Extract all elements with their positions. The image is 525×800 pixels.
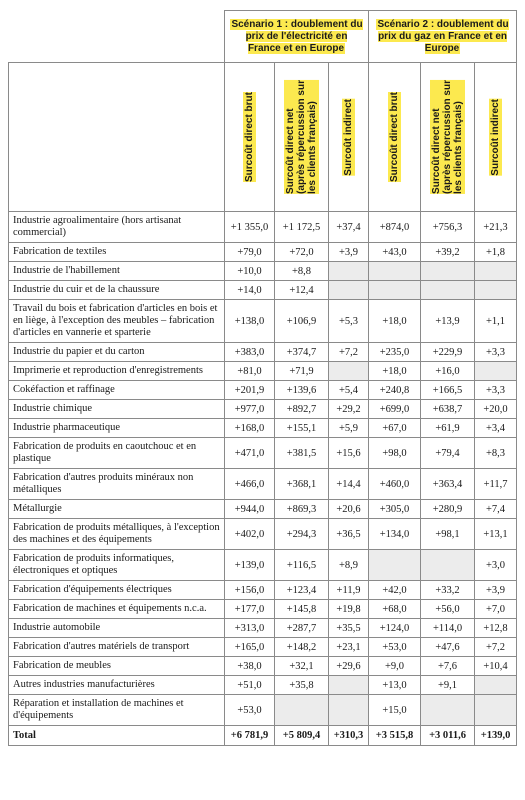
cell-s2-indirect — [475, 695, 517, 726]
cell-s2-brut: +699,0 — [369, 400, 421, 419]
cell-s1-brut: +138,0 — [225, 300, 275, 343]
s2-brut-header — [369, 63, 421, 212]
table-row — [9, 550, 517, 581]
cell-s1-brut: +38,0 — [225, 657, 275, 676]
cell-s1-indirect: +5,9 — [329, 419, 369, 438]
sector-label: Fabrication de meubles — [9, 657, 225, 676]
sector-label: Industrie pharmaceutique — [9, 419, 225, 438]
cell-s2-brut: +43,0 — [369, 243, 421, 262]
sector-label: Industrie chimique — [9, 400, 225, 419]
total-label: Total — [9, 726, 225, 746]
cell-s2-brut: +18,0 — [369, 300, 421, 343]
cell-s1-indirect: +29,6 — [329, 657, 369, 676]
cell-s2-brut: +305,0 — [369, 500, 421, 519]
cell-s1-net: +381,5 — [275, 438, 329, 469]
table-body — [9, 212, 517, 726]
table-row — [9, 281, 517, 300]
cell-s1-net: +8,8 — [275, 262, 329, 281]
cell-s2-net: +229,9 — [421, 343, 475, 362]
cell-s2-net — [421, 695, 475, 726]
cell-s1-indirect: +3,9 — [329, 243, 369, 262]
cell-s1-brut: +944,0 — [225, 500, 275, 519]
scenario1-header — [225, 11, 369, 63]
cell-s2-net: +79,4 — [421, 438, 475, 469]
table-row — [9, 657, 517, 676]
cell-s1-brut: +156,0 — [225, 581, 275, 600]
cell-s1-brut: +14,0 — [225, 281, 275, 300]
cell-s2-net: +61,9 — [421, 419, 475, 438]
cell-s2-net: +47,6 — [421, 638, 475, 657]
table-row — [9, 581, 517, 600]
cell-s2-indirect: +10,4 — [475, 657, 517, 676]
scenario1-title: Scénario 1 : doublement du prix de l'électricité en France et en Europe — [231, 18, 363, 54]
cell-s1-brut: +201,9 — [225, 381, 275, 400]
cell-s1-net: +155,1 — [275, 419, 329, 438]
table-row — [9, 262, 517, 281]
cell-s1-net: +869,3 — [275, 500, 329, 519]
cell-s2-indirect: +3,9 — [475, 581, 517, 600]
table-row — [9, 400, 517, 419]
cell-s2-brut: +124,0 — [369, 619, 421, 638]
cell-s2-net — [421, 281, 475, 300]
cell-s1-brut: +168,0 — [225, 419, 275, 438]
table-row — [9, 600, 517, 619]
table-row — [9, 212, 517, 243]
s1-indirect-header — [329, 63, 369, 212]
sector-label: Fabrication d'autres matériels de transport — [9, 638, 225, 657]
s1-indirect-label: Surcoût indirect — [343, 98, 355, 176]
cell-s2-net: +363,4 — [421, 469, 475, 500]
sector-label: Imprimerie et reproduction d'enregistrements — [9, 362, 225, 381]
cell-s2-indirect: +20,0 — [475, 400, 517, 419]
cell-s1-indirect: +11,9 — [329, 581, 369, 600]
cell-s2-net: +39,2 — [421, 243, 475, 262]
sector-label: Fabrication d'équipements électriques — [9, 581, 225, 600]
total-s2-net: +3 011,6 — [421, 726, 475, 746]
scenario-header-row — [9, 11, 517, 63]
cell-s1-indirect — [329, 362, 369, 381]
cell-s2-brut: +68,0 — [369, 600, 421, 619]
cell-s2-indirect: +7,2 — [475, 638, 517, 657]
cell-s1-indirect — [329, 262, 369, 281]
sector-label: Industrie du cuir et de la chaussure — [9, 281, 225, 300]
cell-s2-net: +9,1 — [421, 676, 475, 695]
cell-s2-indirect: +7,4 — [475, 500, 517, 519]
cell-s1-indirect: +8,9 — [329, 550, 369, 581]
cell-s2-brut: +134,0 — [369, 519, 421, 550]
cell-s2-indirect: +7,0 — [475, 600, 517, 619]
table-row — [9, 519, 517, 550]
cell-s1-indirect: +14,4 — [329, 469, 369, 500]
cell-s2-indirect: +1,1 — [475, 300, 517, 343]
cell-s1-net: +368,1 — [275, 469, 329, 500]
sector-label: Industrie de l'habillement — [9, 262, 225, 281]
sector-label: Cokéfaction et raffinage — [9, 381, 225, 400]
total-s2-indirect: +139,0 — [475, 726, 517, 746]
sector-label: Fabrication de produits métalliques, à l'exception des machines et des équipements — [9, 519, 225, 550]
cell-s2-brut: +460,0 — [369, 469, 421, 500]
cell-s1-net: +72,0 — [275, 243, 329, 262]
cell-s1-net: +123,4 — [275, 581, 329, 600]
cell-s1-net: +1 172,5 — [275, 212, 329, 243]
cell-s1-brut: +177,0 — [225, 600, 275, 619]
sector-label: Métallurgie — [9, 500, 225, 519]
cell-s2-indirect — [475, 281, 517, 300]
cell-s1-net: +106,9 — [275, 300, 329, 343]
cell-s1-brut: +53,0 — [225, 695, 275, 726]
cell-s2-indirect — [475, 676, 517, 695]
cell-s1-brut: +471,0 — [225, 438, 275, 469]
column-header-row — [9, 63, 517, 212]
table-row — [9, 438, 517, 469]
cell-s1-net: +294,3 — [275, 519, 329, 550]
total-s1-indirect: +310,3 — [329, 726, 369, 746]
table-row — [9, 381, 517, 400]
sector-label: Fabrication de textiles — [9, 243, 225, 262]
cell-s2-brut: +98,0 — [369, 438, 421, 469]
cell-s2-brut: +67,0 — [369, 419, 421, 438]
sector-label: Autres industries manufacturières — [9, 676, 225, 695]
cell-s1-net: +139,6 — [275, 381, 329, 400]
s1-brut-label: Surcoût direct brut — [244, 91, 255, 182]
cell-s1-brut: +402,0 — [225, 519, 275, 550]
cell-s2-brut — [369, 262, 421, 281]
table-row — [9, 469, 517, 500]
scenario2-header — [369, 11, 517, 63]
cell-s2-indirect: +3,4 — [475, 419, 517, 438]
s2-brut-label: Surcoût direct brut — [389, 91, 401, 182]
cell-s2-brut: +13,0 — [369, 676, 421, 695]
sector-label: Fabrication de machines et équipements n.c.a. — [9, 600, 225, 619]
cell-s2-net: +114,0 — [421, 619, 475, 638]
cell-s1-net: +35,8 — [275, 676, 329, 695]
cell-s2-net: +7,6 — [421, 657, 475, 676]
scenario2-title: Scénario 2 : doublement du prix du gaz en France et en Europe — [377, 18, 509, 54]
cell-s2-indirect: +8,3 — [475, 438, 517, 469]
s2-net-label: Surcoût direct net (après répercussion sur les clients français) — [431, 80, 465, 194]
cell-s1-brut: +51,0 — [225, 676, 275, 695]
cell-s2-indirect: +3,3 — [475, 381, 517, 400]
cell-s1-indirect: +7,2 — [329, 343, 369, 362]
cell-s1-indirect: +20,6 — [329, 500, 369, 519]
cell-s2-net: +638,7 — [421, 400, 475, 419]
cell-s2-brut: +53,0 — [369, 638, 421, 657]
cell-s1-brut: +313,0 — [225, 619, 275, 638]
sector-label: Réparation et installation de machines et d'équipements — [9, 695, 225, 726]
s2-indirect-header — [475, 63, 517, 212]
total-s2-brut: +3 515,8 — [369, 726, 421, 746]
cell-s2-indirect: +3,3 — [475, 343, 517, 362]
cell-s2-indirect — [475, 362, 517, 381]
cell-s1-net: +287,7 — [275, 619, 329, 638]
cell-s1-net: +71,9 — [275, 362, 329, 381]
cell-s1-indirect — [329, 281, 369, 300]
cell-s2-brut: +18,0 — [369, 362, 421, 381]
cell-s2-brut: +240,8 — [369, 381, 421, 400]
cell-s2-indirect: +3,0 — [475, 550, 517, 581]
cell-s2-brut: +9,0 — [369, 657, 421, 676]
cell-s2-net: +33,2 — [421, 581, 475, 600]
table-row — [9, 676, 517, 695]
cell-s2-net: +756,3 — [421, 212, 475, 243]
cell-s1-brut: +139,0 — [225, 550, 275, 581]
cell-s1-net: +148,2 — [275, 638, 329, 657]
cell-s2-net: +16,0 — [421, 362, 475, 381]
cell-s1-indirect: +29,2 — [329, 400, 369, 419]
table-row — [9, 343, 517, 362]
s2-net-header — [421, 63, 475, 212]
cell-s2-brut: +235,0 — [369, 343, 421, 362]
cell-s1-brut: +10,0 — [225, 262, 275, 281]
cell-s1-net: +32,1 — [275, 657, 329, 676]
total-s1-brut: +6 781,9 — [225, 726, 275, 746]
table-row — [9, 243, 517, 262]
s1-net-label: Surcoût direct net (après répercussion sur les clients français) — [285, 80, 318, 194]
table-row — [9, 362, 517, 381]
sector-label: Fabrication de produits en caoutchouc et en plastique — [9, 438, 225, 469]
cell-s1-indirect: +15,6 — [329, 438, 369, 469]
cell-s1-net: +892,7 — [275, 400, 329, 419]
table-row — [9, 500, 517, 519]
cell-s1-indirect: +37,4 — [329, 212, 369, 243]
table-row — [9, 300, 517, 343]
cell-s2-net: +280,9 — [421, 500, 475, 519]
total-row — [9, 726, 517, 746]
cell-s1-net — [275, 695, 329, 726]
corner-cell — [9, 11, 225, 63]
table-row — [9, 638, 517, 657]
sector-label: Industrie automobile — [9, 619, 225, 638]
cell-s2-indirect: +13,1 — [475, 519, 517, 550]
cell-s1-brut: +383,0 — [225, 343, 275, 362]
table-row — [9, 619, 517, 638]
sector-label: Fabrication de produits informatiques, électroniques et optiques — [9, 550, 225, 581]
cell-s2-brut: +15,0 — [369, 695, 421, 726]
cell-s2-indirect: +21,3 — [475, 212, 517, 243]
cell-s1-indirect — [329, 695, 369, 726]
cell-s1-net: +116,5 — [275, 550, 329, 581]
cell-s2-brut: +874,0 — [369, 212, 421, 243]
cell-s1-net: +145,8 — [275, 600, 329, 619]
sector-label: Travail du bois et fabrication d'articles en bois et en liège, à l'exception des meubles – fabrication d'articles en vannerie et sparterie — [9, 300, 225, 343]
cell-s1-brut: +165,0 — [225, 638, 275, 657]
s1-net-header — [275, 63, 329, 212]
cell-s2-net — [421, 550, 475, 581]
cell-s1-brut: +977,0 — [225, 400, 275, 419]
cell-s1-brut: +466,0 — [225, 469, 275, 500]
cell-s2-net: +13,9 — [421, 300, 475, 343]
cell-s1-net: +12,4 — [275, 281, 329, 300]
cell-s1-indirect: +23,1 — [329, 638, 369, 657]
cell-s2-brut — [369, 281, 421, 300]
cell-s2-indirect: +1,8 — [475, 243, 517, 262]
cell-s1-indirect — [329, 676, 369, 695]
cell-s1-brut: +79,0 — [225, 243, 275, 262]
sector-label: Industrie agroalimentaire (hors artisanat commercial) — [9, 212, 225, 243]
cell-s2-net: +56,0 — [421, 600, 475, 619]
cell-s2-indirect: +11,7 — [475, 469, 517, 500]
cell-s1-brut: +81,0 — [225, 362, 275, 381]
table-row — [9, 695, 517, 726]
cell-s2-net: +98,1 — [421, 519, 475, 550]
cell-s2-net — [421, 262, 475, 281]
cell-s2-brut: +42,0 — [369, 581, 421, 600]
sector-label: Industrie du papier et du carton — [9, 343, 225, 362]
cell-s1-indirect: +5,4 — [329, 381, 369, 400]
total-s1-net: +5 809,4 — [275, 726, 329, 746]
table-row — [9, 419, 517, 438]
cell-s2-indirect: +12,8 — [475, 619, 517, 638]
cell-s2-indirect — [475, 262, 517, 281]
cell-s1-brut: +1 355,0 — [225, 212, 275, 243]
cell-s1-indirect: +5,3 — [329, 300, 369, 343]
cell-s2-net: +166,5 — [421, 381, 475, 400]
cell-s1-net: +374,7 — [275, 343, 329, 362]
sector-label: Fabrication d'autres produits minéraux non métalliques — [9, 469, 225, 500]
cell-s1-indirect: +19,8 — [329, 600, 369, 619]
cell-s1-indirect: +35,5 — [329, 619, 369, 638]
cell-s1-indirect: +36,5 — [329, 519, 369, 550]
s2-indirect-label: Surcoût indirect — [490, 98, 502, 176]
s1-brut-header — [225, 63, 275, 212]
cell-s2-brut — [369, 550, 421, 581]
cost-table — [8, 10, 517, 746]
sector-column-header — [9, 63, 225, 212]
